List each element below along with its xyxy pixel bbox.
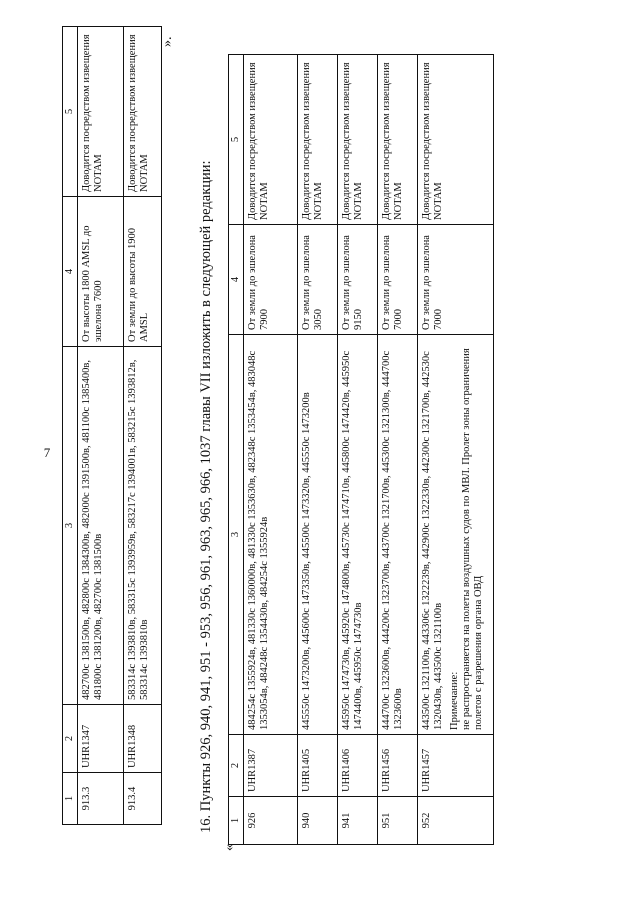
page-number: 7 [43, 445, 51, 460]
zone-coordinates: 445950c 1474730в, 445920c 1474800в, 445730c 1474710в, 445800c 1474420в, 445950c 1474400в, 445950c 1474730в [338, 335, 378, 735]
zone-code: UHR1348 [124, 705, 162, 773]
table-row [244, 55, 298, 845]
zone-height-limits: От высоты 1800 AMSL до эшелона 7600 [78, 197, 124, 347]
closing-quote: ». [160, 36, 175, 47]
zone-code: UHR1347 [78, 705, 124, 773]
col-header-3: 3 [229, 335, 244, 735]
table-row [378, 55, 418, 845]
zone-notification: Доводится посредством извещения NOTAM [298, 55, 338, 225]
zone-coordinates: 583314c 1393810в, 583315c 1393959в, 583217c 1394001в, 583215c 1393812в, 583314c 1393810в [124, 347, 162, 705]
note-text: не распространяется на полеты воздушных судов по МВЛ. Пролет зоны ограничения полетов с разрешения органа ОВД [461, 348, 484, 730]
table-airspace-zones-2 [228, 54, 494, 845]
col-header-2: 2 [63, 705, 78, 773]
zone-code: UHR1457 [418, 735, 494, 797]
zone-code: UHR1456 [378, 735, 418, 797]
zone-height-limits: От земли до эшелона 7000 [418, 225, 494, 335]
zone-coordinates: 445550c 1473200в, 445600c 1473350в, 445500c 1473320в, 445550c 1473200в [298, 335, 338, 735]
row-number: 913.4 [124, 773, 162, 825]
table-row [124, 27, 162, 825]
zone-notification: Доводится посредством извещения NOTAM [124, 27, 162, 197]
zone-notification: Доводится посредством извещения NOTAM [244, 55, 298, 225]
row-number: 913.3 [78, 773, 124, 825]
zone-code: UHR1405 [298, 735, 338, 797]
table-header-row [63, 27, 78, 825]
zone-height-limits: От земли до высоты 1900 AMSL [124, 197, 162, 347]
zone-height-limits: От земли до эшелона 3050 [298, 225, 338, 335]
opening-quote: « [222, 844, 237, 851]
section-heading: 16. Пункты 926, 940, 941, 951 - 953, 956, 961, 963, 965, 966, 1037 главы VII изложить в следующей редакции: [198, 160, 214, 833]
col-header-1: 1 [229, 797, 244, 845]
row-number: 926 [244, 797, 298, 845]
zone-coordinates-with-note [418, 335, 494, 735]
zone-code: UHR1406 [338, 735, 378, 797]
col-header-4: 4 [63, 197, 78, 347]
table-row [338, 55, 378, 845]
col-header-2: 2 [229, 735, 244, 797]
col-header-5: 5 [229, 55, 244, 225]
row-number: 952 [418, 797, 494, 845]
zone-coordinates: 484254c 1355924в, 481330c 1360000в, 481330c 1353630в, 482348c 1353454в, 483048c 1353054в, 484248c 1354430в, 484254c 1355924в [244, 335, 298, 735]
zone-coordinates: 444700c 1323600в, 444200c 1323700в, 443700c 1321700в, 445300c 1321300в, 444700c 1323600в [378, 335, 418, 735]
row-number: 951 [378, 797, 418, 845]
table-row [298, 55, 338, 845]
zone-height-limits: От земли до эшелона 9150 [338, 225, 378, 335]
col-header-4: 4 [229, 225, 244, 335]
row-number: 941 [338, 797, 378, 845]
note-label: Примечание: [449, 671, 460, 730]
zone-coordinates: 482700c 1381500в, 482800c 1384300в, 482000c 1391500в, 481100c 1385400в, 481800c 1381200в, 482700c 1381500в [78, 347, 124, 705]
row-number: 940 [298, 797, 338, 845]
col-header-3: 3 [63, 347, 78, 705]
rotated-page-content [0, 5, 600, 905]
zone-notification: Доводится посредством извещения NOTAM [78, 27, 124, 197]
table-header-row [229, 55, 244, 845]
zone-notification: Доводится посредством извещения NOTAM [378, 55, 418, 225]
zone-height-limits: От земли до эшелона 7000 [378, 225, 418, 335]
col-header-1: 1 [63, 773, 78, 825]
zone-coordinates: 443500c 1321100в, 443306c 1322239в, 442900c 1322330в, 442300c 1321700в, 442530c 1320430в, 443500c 1321100в [421, 351, 444, 730]
table-row [78, 27, 124, 825]
col-header-5: 5 [63, 27, 78, 197]
zone-height-limits: От земли до эшелона 7900 [244, 225, 298, 335]
zone-notification: Доводится посредством извещения NOTAM [418, 55, 494, 225]
zone-notification: Доводится посредством извещения NOTAM [338, 55, 378, 225]
table-row [418, 55, 494, 845]
zone-code: UHR1387 [244, 735, 298, 797]
table-airspace-zones-1 [62, 26, 162, 825]
